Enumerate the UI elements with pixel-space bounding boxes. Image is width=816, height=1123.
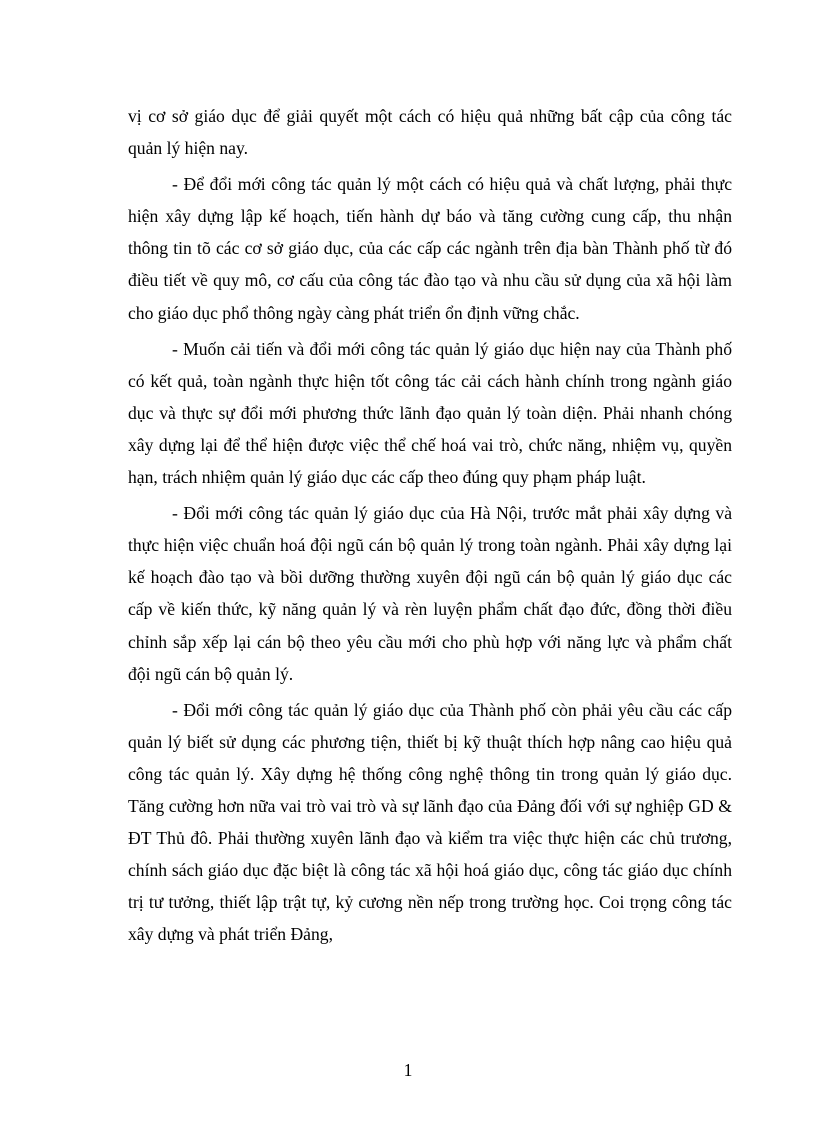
page-number: 1 [403, 1060, 413, 1080]
paragraph-planning: - Để đổi mới công tác quản lý một cách có hiệu quả và chất lượng, phải thực hiện xây dựng lập kế hoạch, tiến hành dự báo và tăng cường cung cấp, thu nhận thông tin tõ các cơ sở giáo dục, của các cấp các ngành trên địa bàn Thành phố từ đó điều tiết về quy mô, cơ cấu của công tác đào tạo và nhu cầu sử dụng của xã hội làm cho giáo dục phổ thông ngày càng phát triển ổn định vững chắc. [128, 174, 732, 323]
document-page [128, 100, 732, 954]
paragraph-administrative-reform: - Muốn cải tiến và đổi mới công tác quản lý giáo dục hiện nay của Thành phố có kết quả, toàn ngành thực hiện tốt công tác cải cách hành chính trong ngành giáo dục và thực sự đổi mới phương thức lãnh đạo quản lý toàn diện. Phải nhanh chóng xây dựng lại để thể hiện được việc thể chế hoá vai trò, chức năng, nhiệm vụ, quyền hạn, trách nhiệm quản lý giáo dục các cấp theo đúng quy phạm pháp luật. [128, 338, 732, 488]
paragraph-staff-standardization: - Đổi mới công tác quản lý giáo dục của Hà Nội, trước mắt phải xây dựng và thực hiện việc chuẩn hoá đội ngũ cán bộ quản lý trong toàn ngành. Phải xây dựng lại kế hoạch đào tạo và bồi dưỡng thường xuyên đội ngũ cán bộ quản lý giáo dục các cấp về kiến thức, kỹ năng quản lý và rèn luyện phẩm chất đạo đức, đồng thời điều chỉnh sắp xếp lại cán bộ theo yêu cầu mới cho phù hợp với năng lực và phẩm chất đội ngũ cán bộ quản lý. [128, 503, 732, 684]
paragraph-continuation: vị cơ sở giáo dục để giải quyết một cách có hiệu quả những bất cập của công tác quản lý hiện nay. [128, 106, 732, 159]
paragraph-technology-and-party: - Đổi mới công tác quản lý giáo dục của Thành phố còn phải yêu cầu các cấp quản lý biết sử dụng các phương tiện, thiết bị kỹ thuật thích hợp nâng cao hiệu quả công tác quản lý. Xây dựng hệ thống công nghệ thông tin trong quản lý giáo dục. Tăng cường hơn nữa vai trò vai trò và sự lãnh đạo của Đảng đối với sự nghiệp GD & ĐT Thủ đô. Phải thường xuyên lãnh đạo và kiểm tra việc thực hiện các chủ trương, chính sách giáo dục đặc biệt là công tác xã hội hoá giáo dục, công tác giáo dục chính trị tư tưởng, thiết lập trật tự, kỷ cương nền nếp trong trường học. Coi trọng công tác xây dựng và phát triển Đảng, [128, 699, 732, 945]
